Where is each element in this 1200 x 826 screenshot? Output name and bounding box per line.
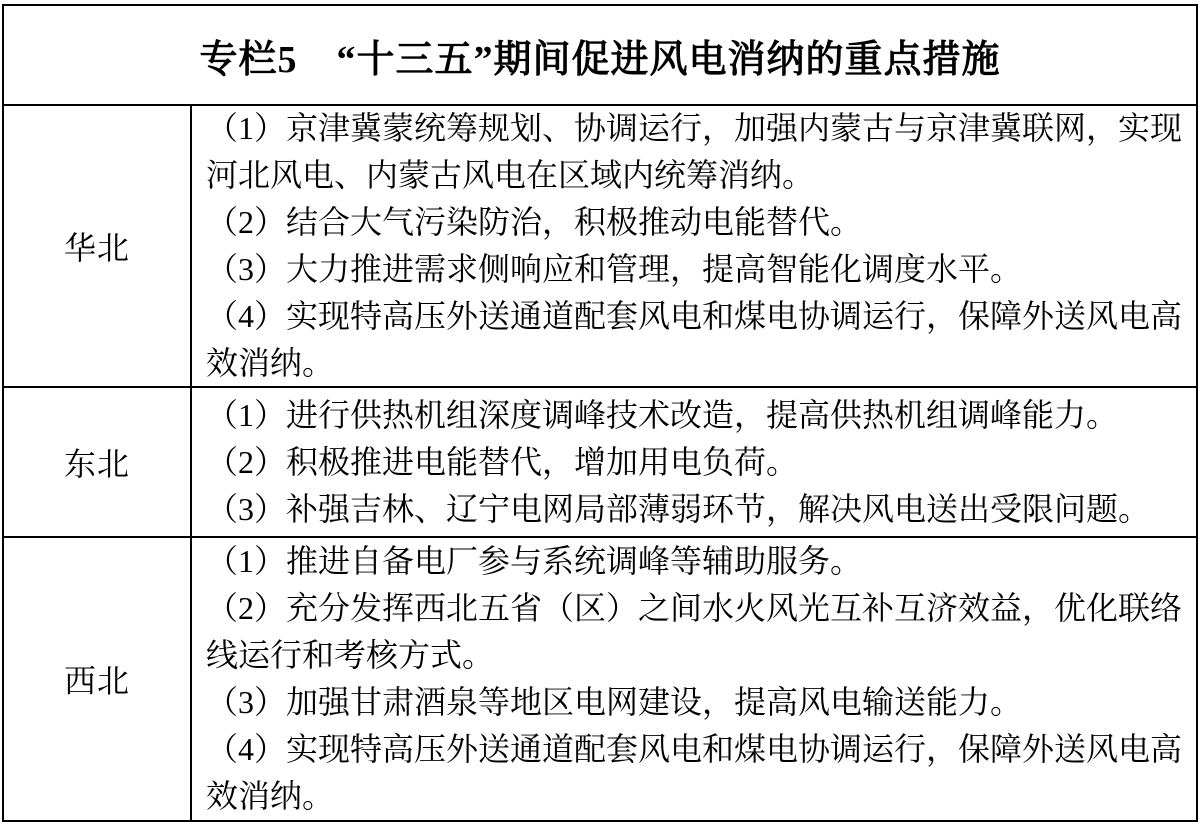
table-row-xibei — [4, 538, 1196, 820]
measure-item: （2）充分发挥西北五省（区）之间水火风光互补互济效益，优化联络线运行和考核方式。 — [206, 590, 1183, 673]
measure-item: （2）结合大气污染防治，积极推动电能替代。 — [206, 204, 863, 240]
measures-cell-dongbei — [192, 388, 1196, 536]
region-cell-dongbei — [4, 388, 192, 536]
measure-item: （3）大力推进需求侧响应和管理，提高智能化调度水平。 — [206, 251, 1023, 287]
measures-cell-huabei — [192, 106, 1196, 386]
region-cell-huabei — [4, 106, 192, 386]
table-title: 专栏5 “十三五”期间促进风电消纳的重点措施 — [199, 38, 1001, 81]
measure-item: （3）加强甘肃酒泉等地区电网建设，提高风电输送能力。 — [206, 684, 1023, 720]
measure-item: （1）进行供热机组深度调峰技术改造，提高供热机组调峰能力。 — [206, 396, 1119, 433]
region-label: 西北 — [63, 663, 130, 699]
measure-item: （4）实现特高压外送通道配套风电和煤电协调运行，保障外送风电高效消纳。 — [206, 298, 1183, 381]
measure-item: （1）推进自备电厂参与系统调峰等辅助服务。 — [206, 543, 863, 579]
table-row-dongbei — [4, 388, 1196, 538]
region-cell-xibei — [4, 538, 192, 820]
region-label: 东北 — [63, 446, 130, 482]
measure-item: （4）实现特高压外送通道配套风电和煤电协调运行，保障外送风电高效消纳。 — [206, 731, 1183, 814]
table-title-row — [4, 6, 1196, 106]
measure-item: （3）补强吉林、辽宁电网局部薄弱环节，解决风电送出受限问题。 — [206, 490, 1151, 527]
measure-item: （1）京津冀蒙统筹规划、协调运行，加强内蒙古与京津冀联网，实现河北风电、内蒙古风电在区域内统筹消纳。 — [206, 110, 1183, 193]
region-label: 华北 — [63, 230, 130, 266]
measure-item: （2）积极推进电能替代，增加用电负荷。 — [206, 443, 799, 480]
measures-cell-xibei — [192, 538, 1196, 820]
table-row-huabei — [4, 106, 1196, 388]
measures-table — [2, 4, 1198, 822]
